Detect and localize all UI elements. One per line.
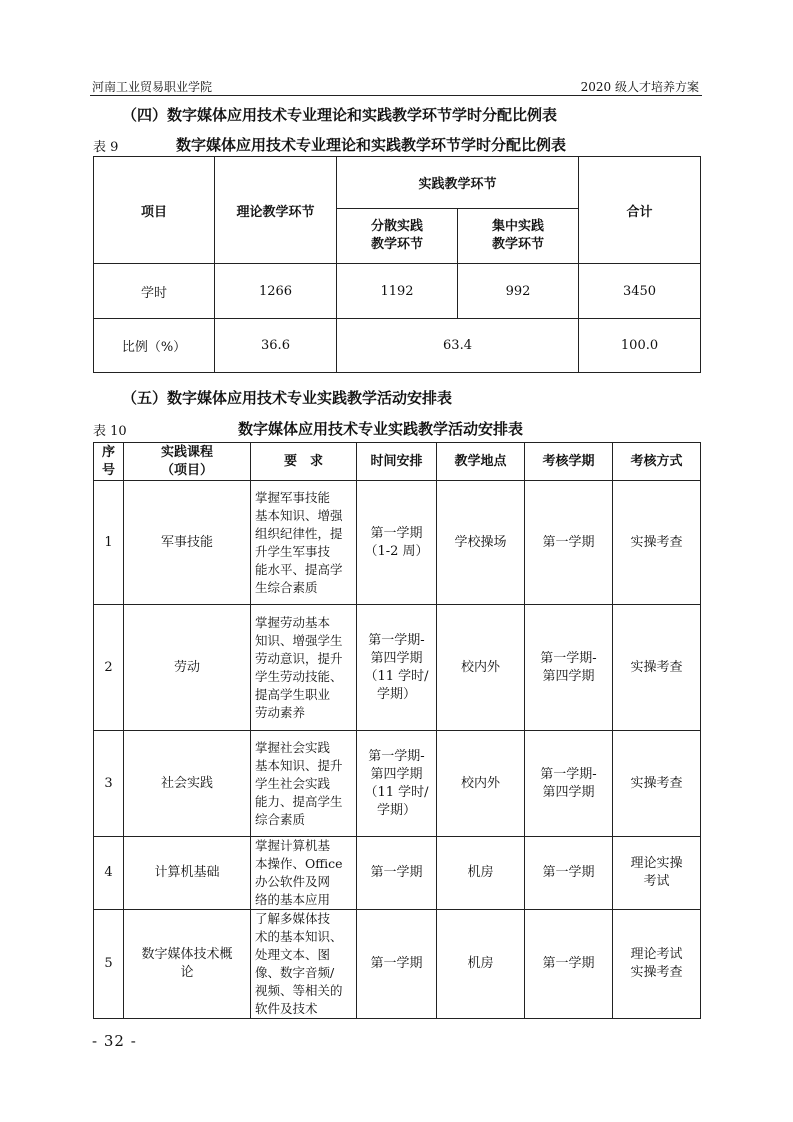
section5-heading: （五）数字媒体应用技术专业实践教学活动安排表 (122, 389, 453, 407)
cell-line: 第一学期 (370, 956, 423, 971)
t9-ratio-theory: 36.6 (215, 319, 337, 373)
cell-line: （11 学时/ (364, 668, 429, 684)
cell-line: 第一学期 (542, 865, 595, 880)
cell-line: （11 学时/ (364, 784, 429, 800)
table-row (94, 910, 701, 1019)
cell-line: 学期） (376, 802, 416, 818)
header-school-name: 河南工业贸易职业学院 (92, 80, 213, 94)
t10-cell-course (124, 910, 251, 1019)
t10-cell-place (437, 731, 525, 837)
cell-line: 第四学期 (370, 766, 423, 782)
cell-line: 计算机基础 (154, 865, 220, 880)
table9-caption: 表 9 (93, 140, 119, 155)
table-row (94, 837, 701, 910)
table10-practice-schedule (93, 442, 701, 1019)
cell-line: 校内外 (460, 659, 500, 675)
t10-header-time: 时间安排 (357, 443, 437, 481)
t10-cell-method (613, 731, 701, 837)
cell-line: 生综合素质 (255, 579, 318, 595)
t10-header-requirement: 要 求 (251, 443, 357, 481)
t10-header-term: 考核学期 (525, 443, 613, 481)
cell-line: 视频、等相关的 (255, 983, 343, 998)
table10-title: 数字媒体应用技术专业实践教学活动安排表 (238, 420, 524, 438)
cell-line: 实操考查 (630, 659, 683, 675)
t10-cell-time (357, 481, 437, 605)
cell-line: 第一学期 (542, 956, 595, 971)
t10-cell-requirement (251, 731, 357, 837)
cell-line: 理论考试 (630, 947, 683, 962)
cell-line: 掌握军事技能 (255, 489, 331, 505)
t9-hours-total: 3450 (579, 264, 701, 319)
table-row (94, 605, 701, 731)
cell-line: 学生劳动技能、 (255, 668, 343, 684)
cell-line: 基本知识、增强 (255, 507, 343, 523)
cell-line: 数字媒体技术概 (141, 947, 233, 962)
t10-cell-method (613, 481, 701, 605)
t10-cell-time (357, 910, 437, 1019)
t10-cell-place (437, 605, 525, 731)
cell-line: 第一学期- (368, 632, 425, 648)
cell-line: 社会实践 (160, 775, 213, 791)
t10-cell-requirement (251, 605, 357, 731)
t10-cell-no: 1 (94, 481, 124, 605)
t9-hours-concentrated: 992 (458, 264, 579, 319)
t9-hours-row (94, 264, 701, 319)
t10-cell-term (525, 605, 613, 731)
t9-header-total: 合计 (579, 157, 701, 264)
cell-line: 术的基本知识、 (255, 929, 343, 944)
cell-line: 学生社会实践 (255, 775, 331, 791)
cell-line: 实操考查 (630, 965, 683, 980)
t10-cell-no: 3 (94, 731, 124, 837)
cell-line: 办公软件及网 (255, 874, 331, 889)
cell-line: 能力、提高学生 (255, 793, 343, 809)
cell-line: 基本知识、提升 (255, 757, 343, 773)
cell-line: 掌握劳动基本 (255, 614, 331, 630)
cell-line: 第一学期- (540, 766, 597, 782)
cell-line: 软件及技术 (255, 1001, 318, 1016)
cell-line: （1-2 周） (364, 543, 429, 559)
t9-hours-label: 学时 (94, 264, 215, 319)
cell-line: 能水平、提高学 (255, 561, 343, 577)
t9-hours-theory: 1266 (215, 264, 337, 319)
t9-ratio-total: 100.0 (579, 319, 701, 373)
table-row (94, 731, 701, 837)
t10-cell-time (357, 837, 437, 910)
t10-cell-method (613, 605, 701, 731)
t10-cell-time (357, 605, 437, 731)
table9-title: 数字媒体应用技术专业理论和实践教学环节学时分配比例表 (176, 136, 567, 154)
page-number: - 32 - (92, 1032, 137, 1050)
t10-cell-place (437, 837, 525, 910)
t10-body (94, 481, 701, 1019)
cell-line: 理论实操 (630, 856, 683, 871)
t10-cell-term (525, 910, 613, 1019)
cell-line: 学校操场 (454, 534, 507, 550)
t10-cell-course (124, 837, 251, 910)
cell-line: 机房 (467, 865, 494, 880)
t9-ratio-practice: 63.4 (337, 319, 579, 373)
cell-line: 第一学期- (368, 748, 425, 764)
cell-line: 处理文本、图 (255, 947, 331, 962)
t9-header-concentrated: 集中实践 教学环节 (458, 209, 579, 264)
t10-cell-no: 4 (94, 837, 124, 910)
t10-header-no: 序 号 (94, 443, 124, 481)
t10-cell-time (357, 731, 437, 837)
cell-line: 综合素质 (255, 811, 306, 827)
t10-cell-place (437, 481, 525, 605)
t10-cell-requirement (251, 481, 357, 605)
t10-cell-no: 5 (94, 910, 124, 1019)
table-row (94, 481, 701, 605)
table10-caption: 表 10 (93, 424, 127, 439)
t9-header-practice: 实践教学环节 (337, 157, 579, 209)
t9-header-dispersed: 分散实践 教学环节 (337, 209, 458, 264)
table9-hours-ratio (93, 156, 701, 373)
cell-line: 组织纪律性，提 (255, 525, 343, 541)
cell-line: 第四学期 (370, 650, 423, 666)
t10-cell-no: 2 (94, 605, 124, 731)
cell-line: 论 (180, 965, 194, 980)
t10-cell-requirement (251, 910, 357, 1019)
cell-line: 劳动 (173, 659, 200, 675)
header-document-title: 2020 级人才培养方案 (580, 80, 699, 94)
t9-header-theory: 理论教学环节 (215, 157, 337, 264)
cell-line: 第四学期 (542, 784, 595, 800)
header-divider (90, 95, 702, 96)
cell-line: 提高学生职业 (255, 686, 331, 702)
cell-line: 掌握社会实践 (255, 739, 331, 755)
cell-line: 本操作、Office (255, 856, 343, 871)
t9-ratio-label: 比例（%） (94, 319, 215, 373)
cell-line: 像、数字音频/ (255, 965, 335, 980)
cell-line: 络的基本应用 (255, 892, 331, 907)
cell-line: 考试 (643, 874, 670, 889)
t9-header-item: 项目 (94, 157, 215, 264)
t9-ratio-row (94, 319, 701, 373)
t10-header-row (94, 443, 701, 481)
cell-line: 第一学期 (542, 534, 595, 550)
cell-line: 劳动意识，提升 (255, 650, 343, 666)
t9-hours-dispersed: 1192 (337, 264, 458, 319)
cell-line: 升学生军事技 (255, 543, 331, 559)
t10-cell-course (124, 605, 251, 731)
t10-cell-method (613, 837, 701, 910)
cell-line: 第一学期 (370, 525, 423, 541)
cell-line: 劳动素养 (255, 704, 306, 720)
cell-line: 第一学期 (370, 865, 423, 880)
t10-cell-course (124, 481, 251, 605)
t10-header-course: 实践课程 （项目） (124, 443, 251, 481)
t10-cell-term (525, 481, 613, 605)
t10-cell-term (525, 731, 613, 837)
cell-line: 实操考查 (630, 775, 683, 791)
t10-cell-requirement (251, 837, 357, 910)
cell-line: 第一学期- (540, 650, 597, 666)
cell-line: 了解多媒体技 (255, 911, 331, 926)
t10-header-place: 教学地点 (437, 443, 525, 481)
section4-heading: （四）数字媒体应用技术专业理论和实践教学环节学时分配比例表 (122, 106, 558, 124)
t10-cell-course (124, 731, 251, 837)
cell-line: 军事技能 (160, 534, 213, 550)
t10-cell-method (613, 910, 701, 1019)
cell-line: 机房 (467, 956, 494, 971)
cell-line: 实操考查 (630, 534, 683, 550)
t10-cell-place (437, 910, 525, 1019)
cell-line: 校内外 (460, 775, 500, 791)
cell-line: 第四学期 (542, 668, 595, 684)
t10-header-method: 考核方式 (613, 443, 701, 481)
cell-line: 掌握计算机基 (255, 838, 331, 853)
cell-line: 学期） (376, 686, 416, 702)
cell-line: 知识、增强学生 (255, 632, 343, 648)
t10-cell-term (525, 837, 613, 910)
